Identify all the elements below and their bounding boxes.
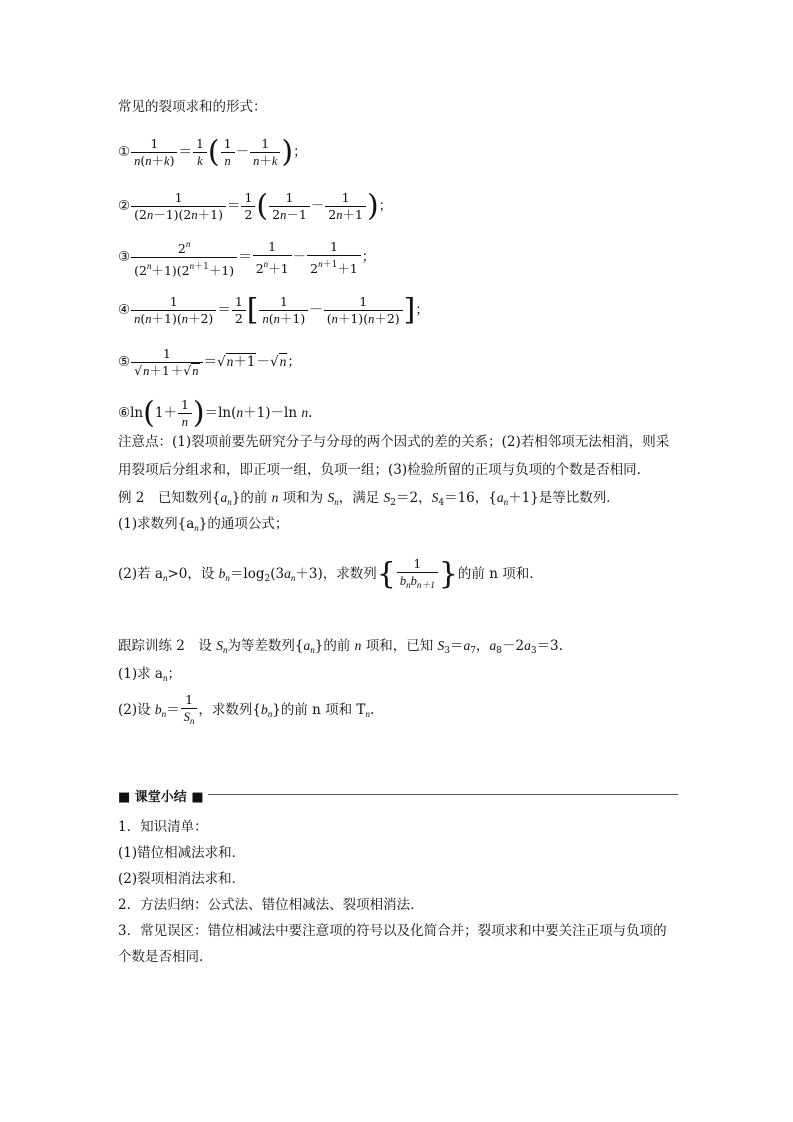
formula-6: ⑥ln(1＋ $\frac{1}{n}$ )＝ln(n＋1)－ln n. <box>118 395 313 431</box>
formula-1: ① $\frac{1}{n(n+k)}$ ＝ $\frac{1}{k}$ ( $\frac{1}{n}$ － $\frac{1}{n+k}$ )； <box>118 134 307 170</box>
summary-item: 3．常见误区：错位相减法中要注意项的符号以及化简合并；裂项求和中要关注正项与负项的 <box>118 923 667 939</box>
example-2-q2: (2)若 $a_n>0$，设 $b_n=\log_2(3a_n+3)$，求数列{ $\frac{1}{b_nb_{n+1}}$ }的前 n 项和. <box>118 556 534 592</box>
example-2-statement: 例 2 已知数列$\{a_n\}$的前 n 项和为 $S_n$，满足 $S_2=2$，$S_4=16$，$\{a_n+1\}$是等比数列． <box>118 490 620 508</box>
section-divider <box>190 794 678 795</box>
summary-section-header <box>118 786 678 804</box>
formula-4: ④ $\frac{1}{n(n+1)(n+2)}$ ＝ $\frac{1}{2}$ [ $\frac{1}{n(n+1)}$ － $\frac{1}{(n+1)(n+2)}$ ]； <box>118 292 429 328</box>
formula-5: ⑤ $\frac{1}{√n+1+√n}$ ＝√n＋1－√n； <box>118 346 301 378</box>
notes-line-1: 注意点：(1)裂项前要先研究分子与分母的两个因式的差的关系；(2)若相邻项无法相消，则采 <box>118 434 670 450</box>
summary-list <box>118 814 678 970</box>
example-2-q1: (1)求数列$\{a_n\}$的通项公式； <box>118 516 289 533</box>
formula-2: ② $\frac{1}{(2n-1)(2n+1)}$ ＝ $\frac{1}{2}$ ( $\frac{1}{2n-1}$ － $\frac{1}{2n+1}$ )； <box>118 188 393 224</box>
summary-item: 2．方法归纳：公式法、错位相减法、裂项相消法． <box>118 897 424 913</box>
summary-item: (1)错位相减法求和． <box>118 845 246 861</box>
summary-item: 个数是否相同. <box>118 949 204 965</box>
summary-title: ■ 课堂小结 ■ <box>118 786 208 805</box>
training-2-statement: 跟踪训练 2 设 $S_n$为等差数列$\{a_n\}$的前 n 项和，已知 $S_3=a_7$，$a_8-2a_3=3$. <box>118 638 563 656</box>
summary-item: 1．知识清单： <box>118 819 208 835</box>
intro-text: 常见的裂项求和的形式： <box>118 99 267 115</box>
summary-item: (2)裂项相消法求和． <box>118 871 246 887</box>
notes-line-2: 用裂项后分组求和，即正项一组，负项一组；(3)检验所留的正项与负项的个数是否相同. <box>118 462 641 478</box>
formula-3: ③ $\frac{2^n}{(2^n+1)(2^{n+1}+1)}$ ＝ $\frac{1}{2^n+1}$ － $\frac{1}{2^{n+1}+1}$ ； <box>118 236 375 276</box>
training-2-q2: (2)设 $b_n=$ $\frac{1}{S_n}$ ，求数列$\{b_n\}$的前 n 项和 $T_n$. <box>118 692 375 726</box>
training-2-q1: (1)求 $a_n$； <box>118 666 181 683</box>
